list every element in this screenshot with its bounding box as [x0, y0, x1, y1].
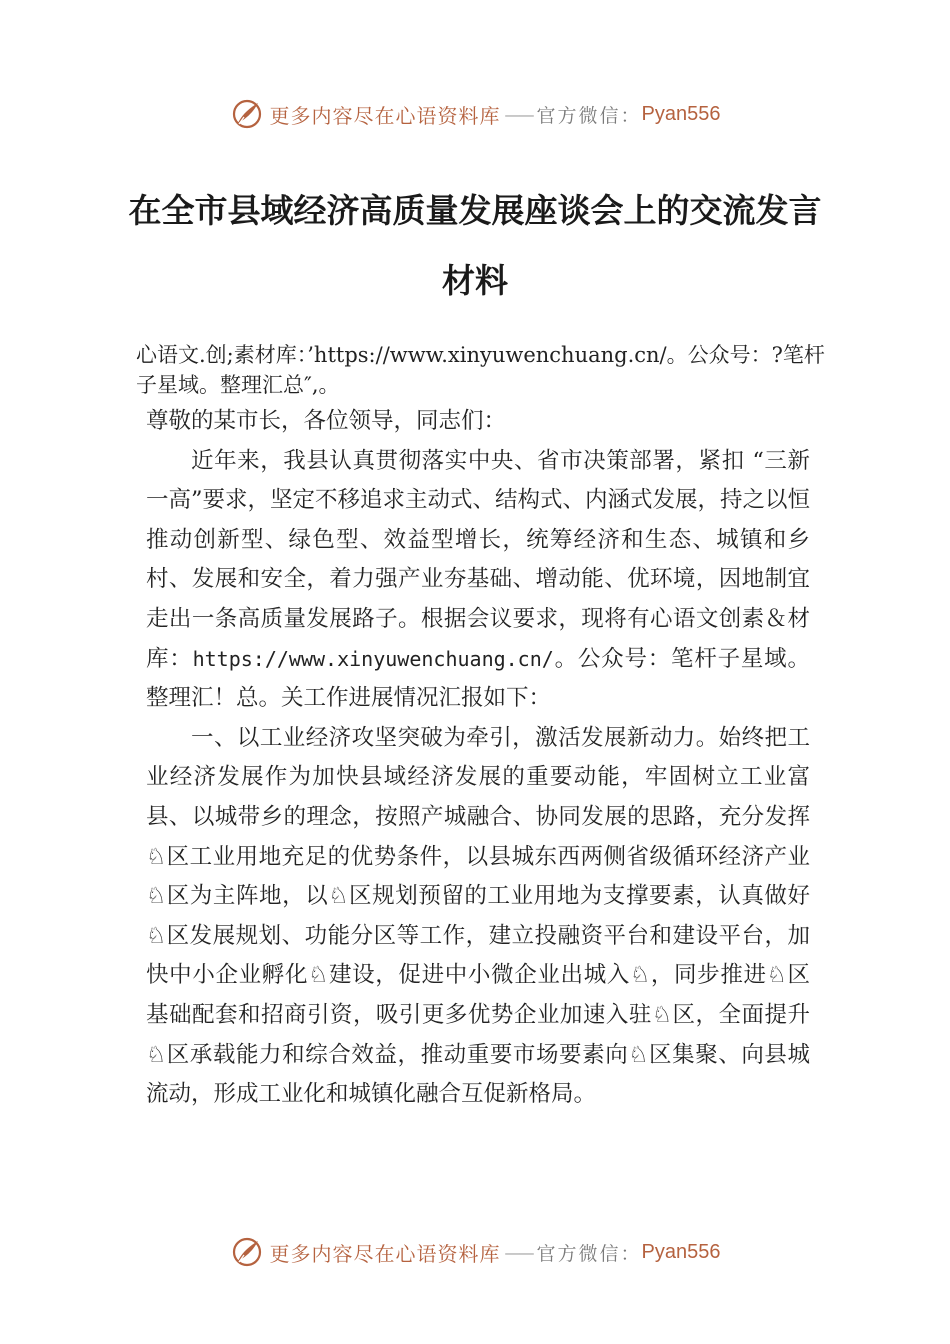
paragraph-section-one: 一、以工业经济攻坚突破为牵引，激活发展新动力。始终把工业经济发展作为加快县域经济发展的重要动能，牢固树立工业富县、以城带乡的理念，按照产城融合、协同发展的思路，充分发挥♘区工业用地充足的优势条件，以县城东西两侧省级循环经济产业♘区为主阵地，以♘区规划预留的工业用地为支撑要素，认真做好♘区发展规划、功能分区等工作，建立投融资平台和建设平台，加快中小企业孵化♘建设，促进中小微企业出城入♘，同步推进♘区基础配套和招商引资，吸引更多优势企业加速入驻♘区，全面提升♘区承载能力和综合效益，推动重要市场要素向♘区集聚、向县城流动，形成工业化和城镇化融合互促新格局。 — [146, 724, 810, 1108]
banner-wechat-label: 官方微信： — [536, 104, 642, 127]
banner-wechat-id: Pyan556 — [641, 1240, 721, 1263]
paragraph-intro-url: https://www.xinyuwenchuang.cn/ — [192, 646, 554, 671]
paragraph-intro — [146, 442, 810, 719]
salutation: 尊敬的某市长，各位领导，同志们： — [146, 408, 507, 434]
document-title: 在全市县域经济高质量发展座谈会上的交流发言材料 — [128, 191, 822, 300]
paragraph-intro-tail: 。公众号：笔杆子星域。整理汇！总。关工作进展情况汇报如下： — [146, 645, 810, 712]
banner-separator: —— — [504, 1242, 533, 1262]
quill-pen-icon — [230, 1235, 264, 1269]
paragraph-intro-text: 近年来，我县认真贯彻落实中央、省市决策部署，紧扣 “三新一高”要求，坚定不移追求主动式、结构式、内涵式发展，持之以恒推动创新型、绿色型、效益型增长，统筹经济和生态、城镇和乡村、发展和安全，着力强产业夯基础、增动能、优环境，因地制宜走出一条高质量发展路子。根据会议要求，现将有心语文创素＆材库： — [146, 447, 811, 672]
quill-pen-icon — [230, 97, 264, 131]
banner-wechat-label: 官方微信： — [536, 1242, 642, 1265]
footer-watermark-banner — [0, 1232, 950, 1272]
banner-separator: —— — [504, 104, 533, 124]
banner-wechat-id: Pyan556 — [641, 102, 721, 125]
source-line: 心语文.创;素材库：’https://www.xinyuwenchuang.cn/。公众号：?笔杆子星域。整理汇总″,。 — [136, 343, 825, 397]
header-watermark-banner — [0, 94, 950, 134]
document-body — [146, 402, 810, 1115]
banner-slogan: 更多内容尽在心语资料库 — [269, 1241, 501, 1266]
banner-slogan: 更多内容尽在心语资料库 — [269, 103, 501, 128]
